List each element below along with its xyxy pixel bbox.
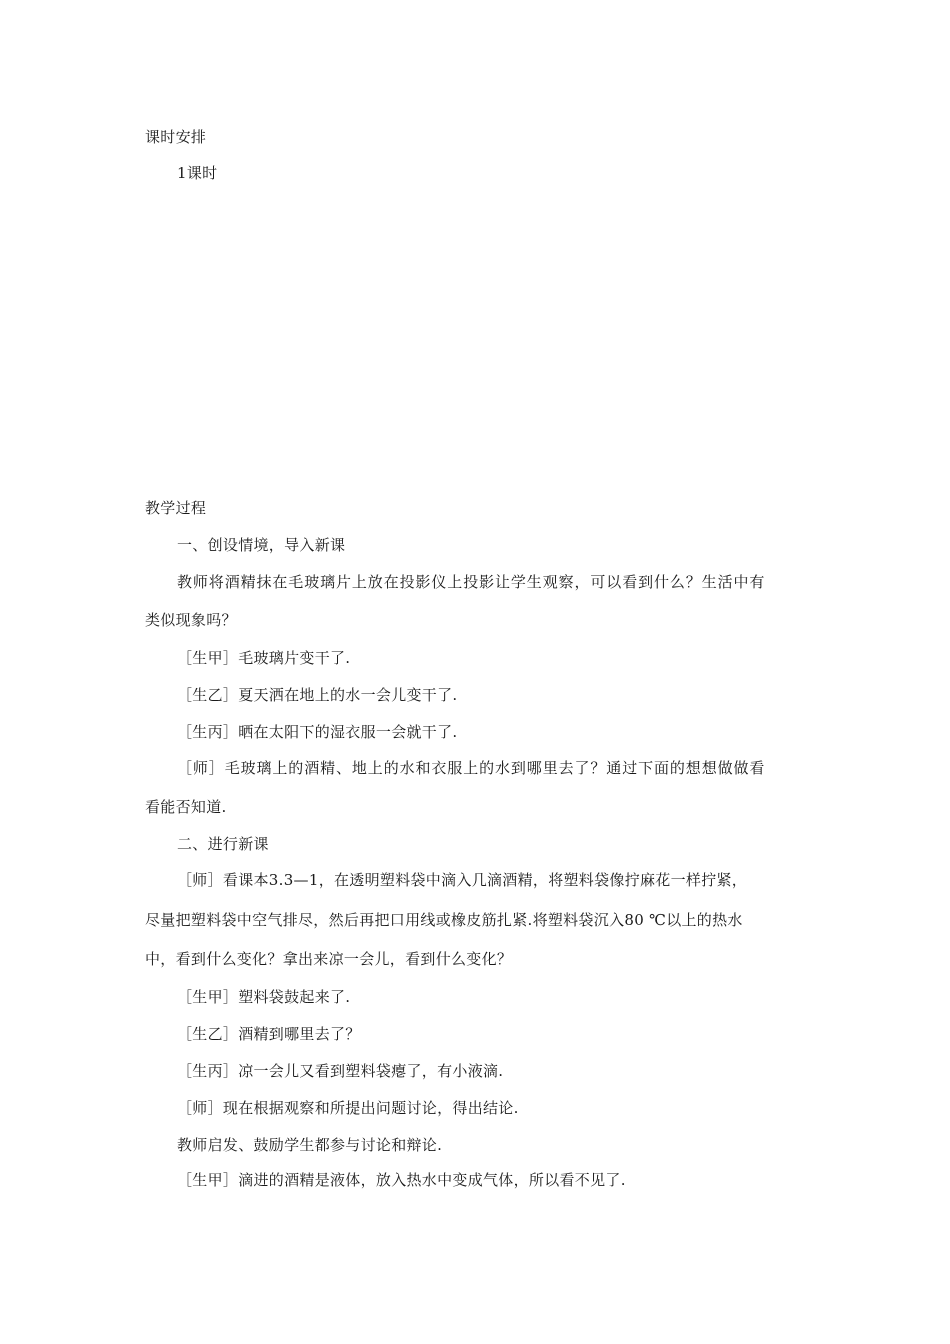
teacher-question-line1: ［师］毛玻璃上的酒精、地上的水和衣服上的水到哪里去了？通过下面的想想做做看 bbox=[177, 759, 766, 777]
intro-paragraph-line2: 类似现象吗？ bbox=[145, 611, 237, 629]
schedule-heading: 课时安排 bbox=[145, 128, 207, 146]
dialogue-line: ［生丙］晒在太阳下的湿衣服一会就干了. bbox=[177, 723, 458, 741]
narration-line: 教师启发、鼓励学生都参与讨论和辩论. bbox=[177, 1136, 443, 1154]
intro-paragraph-line1: 教师将酒精抹在毛玻璃片上放在投影仪上投影让学生观察，可以看到什么？生活中有 bbox=[177, 573, 766, 591]
teacher-instruction-line2: 尽量把塑料袋中空气排尽，然后再把口用线或橡皮筋扎紧.将塑料袋沉入80 ℃以上的热水 bbox=[145, 911, 743, 929]
dialogue-line: ［生乙］夏天洒在地上的水一会儿变干了. bbox=[177, 686, 458, 704]
section2-title: 二、进行新课 bbox=[177, 835, 269, 853]
teacher-instruction-line1: ［师］看课本3.3—1，在透明塑料袋中滴入几滴酒精，将塑料袋像拧麻花一样拧紧， bbox=[177, 871, 748, 889]
dialogue-line: ［生甲］塑料袋鼓起来了. bbox=[177, 988, 351, 1006]
dialogue-line: ［师］现在根据观察和所提出问题讨论，得出结论. bbox=[177, 1099, 519, 1117]
teacher-instruction-line3: 中，看到什么变化？拿出来凉一会儿，看到什么变化？ bbox=[145, 950, 513, 968]
dialogue-line: ［生乙］酒精到哪里去了？ bbox=[177, 1025, 361, 1043]
dialogue-line: ［生甲］毛玻璃片变干了. bbox=[177, 649, 351, 667]
dialogue-line: ［生丙］凉一会儿又看到塑料袋瘪了，有小液滴. bbox=[177, 1062, 504, 1080]
process-heading: 教学过程 bbox=[145, 499, 207, 517]
schedule-value: 1课时 bbox=[177, 164, 218, 182]
teacher-question-line2: 看能否知道. bbox=[145, 798, 227, 816]
dialogue-line: ［生甲］滴进的酒精是液体，放入热水中变成气体，所以看不见了. bbox=[177, 1171, 626, 1189]
section1-title: 一、创设情境，导入新课 bbox=[177, 536, 346, 554]
